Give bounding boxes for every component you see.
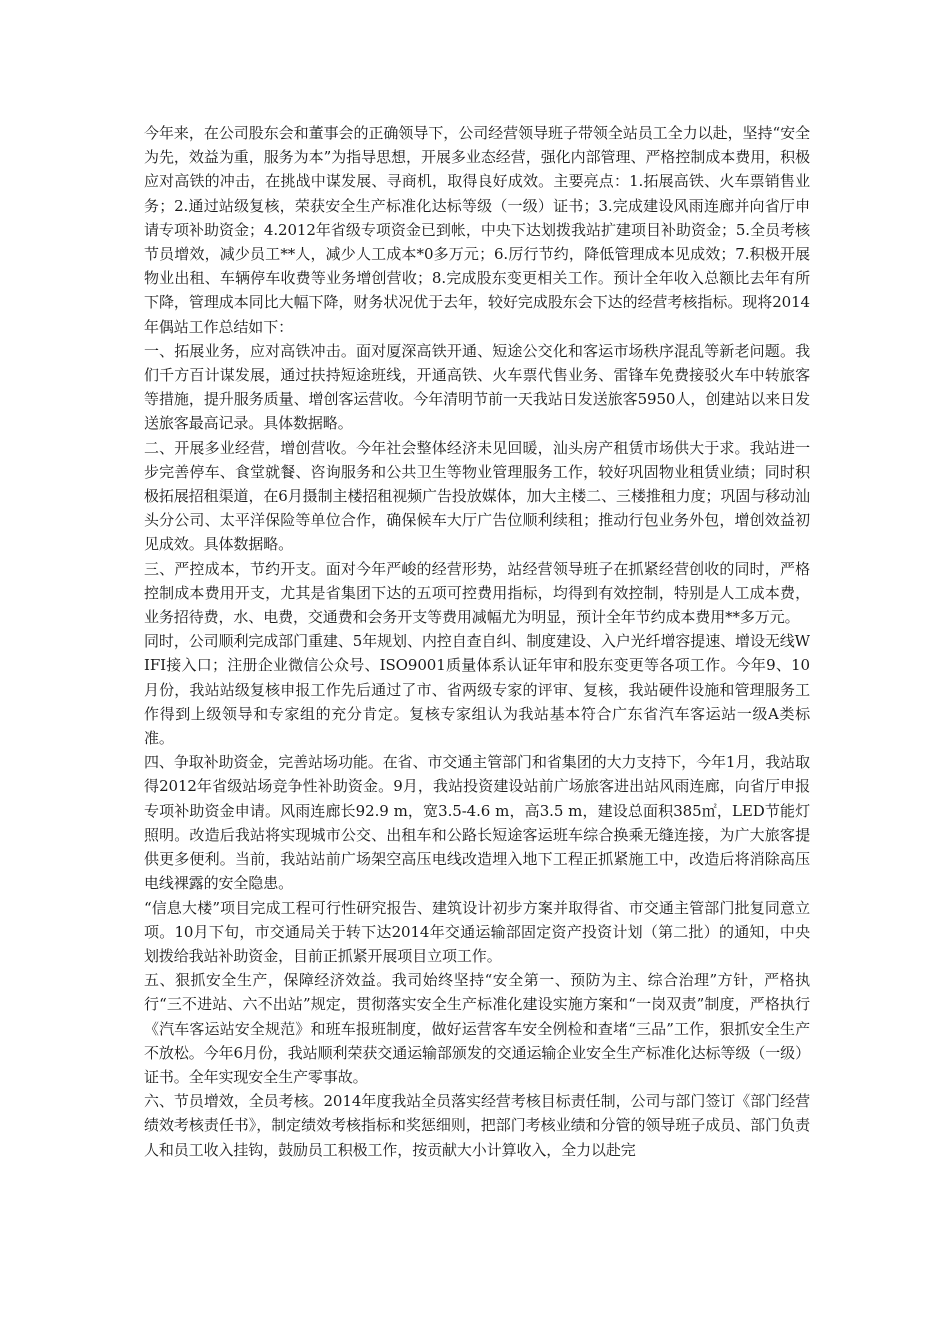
paragraph-section-3: 三、严控成本，节约开支。面对今年严峻的经营形势，站经营领导班子在抓紧经营创收的同时，严格控制成本费用开支，尤其是省集团下达的五项可控费用指标，均得到有效控制，特别是人工成本费，业务招待费，水、电费，交通费和会务开支等费用减幅尤为明显，预计全年节约成本费用**多万元。	[144, 559, 810, 627]
paragraph-section-4-continued: “信息大楼”项目完成工程可行性研究报告、建筑设计初步方案并取得省、市交通主管部门批复同意立项。10月下旬，市交通局关于转下达2014年交通运输部固定资产投资计划（第二批）的通知，中央划拨给我站补助资金，目前正抓紧开展项目立项工作。	[144, 898, 810, 965]
paragraph-intro: 今年来，在公司股东会和董事会的正确领导下，公司经营领导班子带领全站员工全力以赴，坚持“安全为先，效益为重，服务为本”为指导思想，开展多业态经营，强化内部管理、严格控制成本费用，积极应对高铁的冲击，在挑战中谋发展、寻商机，取得良好成效。主要亮点：1.拓展高铁、火车票销售业务；2.通过站级复核，荣获安全生产标准化达标等级（一级）证书；3.完成建设风雨连廊并向省厅申请专项补助资金；4.2012年省级专项资金已到帐，中央下达划拨我站扩建项目补助资金；5.全员考核节员增效，减少员工**人，减少人工成本*0多万元；6.厉行节约，降低管理成本见成效；7.积极开展物业出租、车辆停车收费等业务增创营收；8.完成股东变更相关工作。预计全年收入总额比去年有所下降，管理成本同比大幅下降，财务状况优于去年，较好完成股东会下达的经营考核指标。现将2014年偶站工作总结如下：	[144, 124, 810, 336]
paragraph-section-5: 五、狠抓安全生产，保障经济效益。我司始终坚持“安全第一、预防为主、综合治理”方针，严格执行“三不进站、六不出站”规定，贯彻落实安全生产标准化建设实施方案和“一岗双责”制度，严格执行《汽车客运站安全规范》和班车报班制度，做好运营客车安全例检和查堵“三品”工作，狠抓安全生产不放松。今年6月份，我站顺利荣获交通运输部颁发的交通运输企业安全生产标准化达标等级（一级）证书。全年实现安全生产零事故。	[144, 971, 810, 1086]
paragraph-section-2: 二、开展多业经营，增创营收。今年社会整体经济未见回暖，汕头房产租赁市场供大于求。我站进一步完善停车、食堂就餐、咨询服务和公共卫生等物业管理服务工作，较好巩固物业租赁业绩；同时积极拓展招租渠道，在6月摄制主楼招租视频广告投放媒体，加大主楼二、三楼推租力度；巩固与移动汕头分公司、太平洋保险等单位合作，确保候车大厅广告位顺利续租；推动行包业务外包，增创效益初见成效。具体数据略。	[144, 438, 810, 554]
document-body	[144, 121, 810, 1162]
paragraph-section-1: 一、拓展业务，应对高铁冲击。面对厦深高铁开通、短途公交化和客运市场秩序混乱等新老问题。我们千方百计谋发展，通过扶持短途班线，开通高铁、火车票代售业务、雷锋车免费接驳火车中转旅客等措施，提升服务质量、增创客运营收。今年清明节前一天我站日发送旅客5950人，创建站以来日发送旅客最高记录。具体数据略。	[144, 341, 810, 433]
paragraph-section-6: 六、节员增效，全员考核。2014年度我站全员落实经营考核目标责任制，公司与部门签订《部门经营绩效考核责任书》，制定绩效考核指标和奖惩细则，把部门考核业绩和分管的领导班子成员、部门负责人和员工收入挂钩，鼓励员工积极工作，按贡献大小计算收入，全力以赴完	[144, 1092, 810, 1159]
paragraph-section-3-continued: 同时，公司顺利完成部门重建、5年规划、内控自查自纠、制度建设、入户光纤增容提速、增设无线WIFI接入口；注册企业微信公众号、ISO9001质量体系认证年审和股东变更等各项工作。今年9、10月份，我站站级复核申报工作先后通过了市、省两级专家的评审、复核，我站硬件设施和管理服务工作得到上级领导和专家组的充分肯定。复核专家组认为我站基本符合广东省汽车客运站一级A类标准。	[144, 632, 810, 748]
paragraph-section-4: 四、争取补助资金，完善站场功能。在省、市交通主管部门和省集团的大力支持下，今年1月，我站取得2012年省级站场竞争性补助资金。9月，我站投资建设站前广场旅客进出站风雨连廊，向省厅申报专项补助资金申请。风雨连廊长92.9 m，宽3.5-4.6 m，高3.5 m，建设总面积385㎡，LED节能灯照明。改造后我站将实现城市公交、出租车和公路长短途客运班车综合换乘无缝连接，为广大旅客提供更多便利。当前，我站站前广场架空高压电线改造埋入地下工程正抓紧施工中，改造后将消除高压电线裸露的安全隐患。	[144, 753, 810, 893]
